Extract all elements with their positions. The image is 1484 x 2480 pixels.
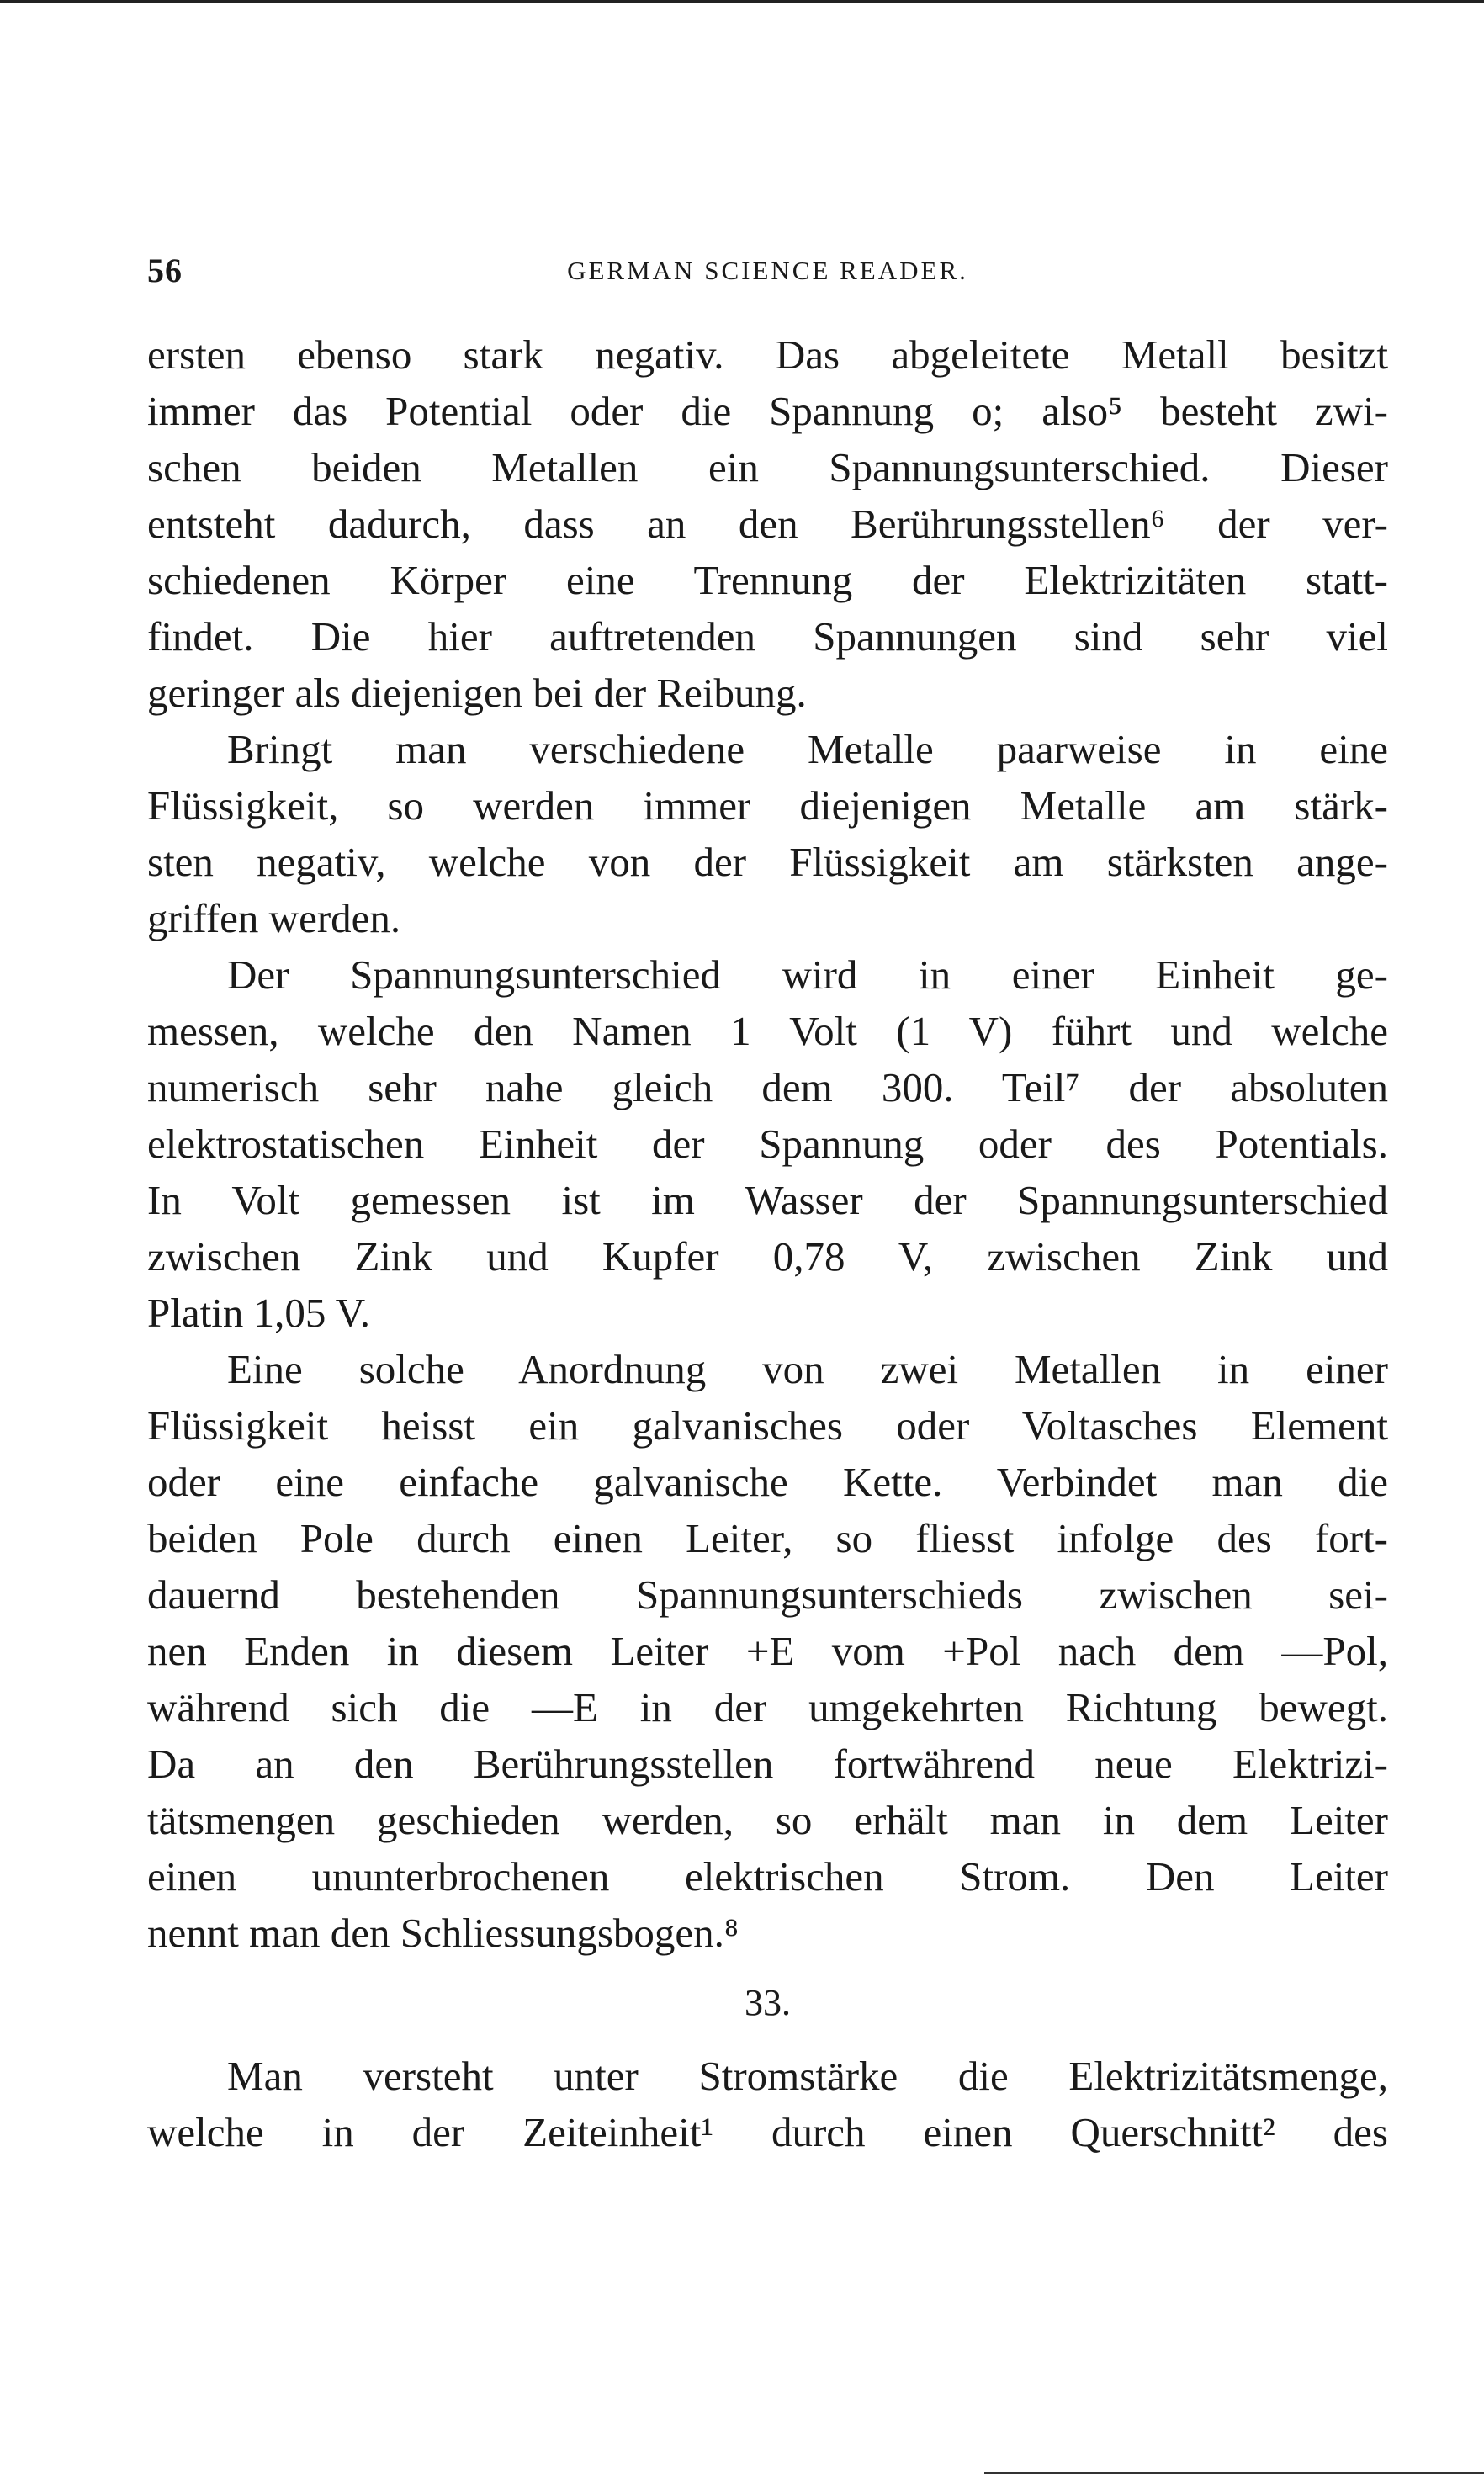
paragraph-4 xyxy=(147,1341,1388,1961)
text-line: schen beiden Metallen ein Spannungsunterschied. Dieser xyxy=(147,444,1388,490)
text-line: nen Enden in diesem Leiter +E vom +Pol nach dem —Pol, xyxy=(147,1628,1388,1674)
text-line: immer das Potential oder die Spannung o; also⁵ besteht zwi- xyxy=(147,388,1388,434)
text-line: Eine solche Anordnung von zwei Metallen in einer xyxy=(227,1346,1388,1392)
top-edge-rule xyxy=(0,0,1484,3)
text-line: findet. Die hier auftretenden Spannungen sind sehr viel xyxy=(147,613,1388,660)
text-line: schiedenen Körper eine Trennung der Elektrizitäten statt- xyxy=(147,557,1388,603)
text-line: ersten ebenso stark negativ. Das abgeleitete Metall besitzt xyxy=(147,331,1388,378)
paragraph-2 xyxy=(147,721,1388,946)
text-line: Bringt man verschiedene Metalle paarweise in eine xyxy=(227,726,1388,772)
text-line: entsteht dadurch, dass an den Berührungsstellen⁶ der ver- xyxy=(147,501,1388,547)
text-line: während sich die —E in der umgekehrten Richtung bewegt. xyxy=(147,1684,1388,1730)
text-line: beiden Pole durch einen Leiter, so fliesst infolge des fort- xyxy=(147,1515,1388,1561)
page-number: 56 xyxy=(147,252,183,289)
text-line: dauernd bestehenden Spannungsunterschieds zwischen sei- xyxy=(147,1571,1388,1618)
text-line: sten negativ, welche von der Flüssigkeit am stärksten ange- xyxy=(147,839,1388,885)
paragraph-1 xyxy=(147,326,1388,721)
text-line: Der Spannungsunterschied wird in einer Einheit ge- xyxy=(227,951,1388,998)
text-line: oder eine einfache galvanische Kette. Verbindet man die xyxy=(147,1459,1388,1505)
text-line: einen ununterbrochenen elektrischen Strom. Den Leiter xyxy=(147,1853,1388,1900)
text-line: Da an den Berührungsstellen fortwährend neue Elektrizi- xyxy=(147,1741,1388,1787)
text-line: nennt man den Schliessungsbogen.⁸ xyxy=(147,1910,739,1956)
bottom-edge-rule xyxy=(984,2472,1484,2474)
text-line: Flüssigkeit heisst ein galvanisches oder Voltasches Element xyxy=(147,1402,1388,1449)
text-line: geringer als diejenigen bei der Reibung. xyxy=(147,670,807,716)
text-line: numerisch sehr nahe gleich dem 300. Teil⁷ der absoluten xyxy=(147,1064,1388,1110)
text-line: zwischen Zink und Kupfer 0,78 V, zwischen Zink und xyxy=(147,1233,1388,1280)
text-line: welche in der Zeiteinheit¹ durch einen Querschnitt² des xyxy=(147,2109,1388,2155)
text-line: Platin 1,05 V. xyxy=(147,1290,371,1336)
text-line: elektrostatischen Einheit der Spannung oder des Potentials. xyxy=(147,1121,1388,1167)
body-text xyxy=(147,326,1388,2160)
section-paragraph xyxy=(147,2048,1388,2160)
page-header xyxy=(147,251,1388,301)
text-line: Man versteht unter Stromstärke die Elektrizitätsmenge, xyxy=(227,2053,1388,2099)
text-line: griffen werden. xyxy=(147,895,401,941)
paragraph-3 xyxy=(147,946,1388,1341)
text-line: In Volt gemessen ist im Wasser der Spannungsunterschied xyxy=(147,1177,1388,1223)
text-line: Flüssigkeit, so werden immer diejenigen Metalle am stärk- xyxy=(147,782,1388,829)
text-line: messen, welche den Namen 1 Volt (1 V) führt und welche xyxy=(147,1008,1388,1054)
text-line: tätsmengen geschieden werden, so erhält man in dem Leiter xyxy=(147,1797,1388,1843)
section-number: 33. xyxy=(745,1982,791,2023)
running-title: GERMAN SCIENCE READER. xyxy=(567,256,968,285)
